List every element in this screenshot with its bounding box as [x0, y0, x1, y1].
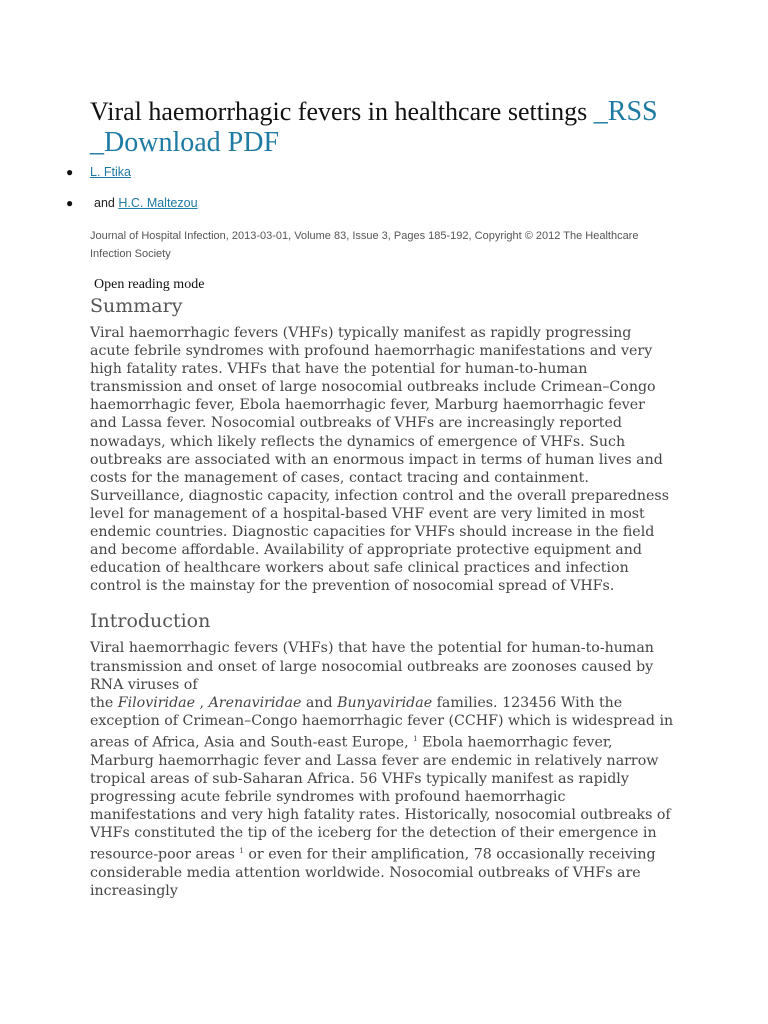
family-name: Bunyaviridae — [337, 694, 433, 711]
intro-part: and — [301, 694, 338, 711]
intro-part: the — [90, 694, 118, 711]
family-name: Arenaviridae — [208, 694, 302, 711]
family-name: Filoviridae — [117, 694, 196, 711]
intro-part: families. 123456 With the exception of Crimean–Congo haemorrhagic fever (CCHF) which is widespread in areas of Africa, Asia and South-east Europe, — [90, 694, 674, 751]
author-link-ftika[interactable]: L. Ftika — [90, 165, 131, 179]
intro-part: , — [195, 694, 209, 711]
download-pdf-link[interactable]: _Download PDF — [90, 127, 280, 158]
introduction-heading: Introduction — [90, 610, 211, 633]
intro-part: or even for their amplification, 78 occasionally receiving considerable media attention worldwide. Nosocomial outbreaks of VHFs are increasingly — [90, 846, 656, 900]
intro-part: Viral haemorrhagic fevers (VHFs) that have the potential for human-to-human transmission and onset of large nosocomial outbreaks are zoonoses caused by RNA viruses of — [90, 640, 654, 693]
citation: Journal of Hospital Infection, 2013-03-01, Volume 83, Issue 3, Pages 185-192, Copyright © 2012 The Healthcare Infection Society — [90, 230, 639, 260]
bullet-icon: ● — [66, 196, 74, 210]
reference-marker[interactable]: 1 — [413, 734, 418, 743]
introduction-text — [90, 639, 675, 900]
reference-marker[interactable]: 1 — [239, 847, 244, 856]
author-list — [0, 164, 600, 226]
article-title-text: Viral haemorrhagic fevers in healthcare settings — [90, 97, 588, 126]
rss-link[interactable]: _RSS — [593, 96, 658, 127]
summary-heading: Summary — [90, 295, 183, 317]
summary-text: Viral haemorrhagic fevers (VHFs) typically manifest as rapidly progressing acute febrile syndromes with profound haemorrhagic manifestations and very high fatality rates. VHFs that have the potential for human-to-human transmission and onset of large nosocomial outbreaks include Crimean–Congo haemorrhagic fever, Ebola haemorrhagic fever, Marburg haemorrhagic fever and Lassa fever. Nosocomial outbreaks of VHFs are increasingly reported nowadays, which likely reflects the dynamics of emergence of VHFs. Such outbreaks are associated with an enormous impact in terms of human lives and costs for the management of cases, contact tracing and containment. Surveillance, diagnostic capacity, infection control and the overall preparedness level for management of a hospital-based VHF event are very limited in most endemic countries. Diagnostic capacities for VHFs should increase in the field and become affordable. Availability of appropriate protective equipment and education of healthcare workers about safe clinical practices and infection control is the mainstay for the prevention of nosocomial spread of VHFs. — [90, 325, 669, 595]
author-link-maltezou[interactable]: H.C. Maltezou — [118, 196, 198, 210]
bullet-icon: ● — [66, 165, 74, 179]
author-prefix: and — [94, 196, 119, 210]
intro-part: Ebola haemorrhagic fever, Marburg haemorrhagic fever and Lassa fever are endemic in relatively narrow tropical areas of sub-Saharan Africa. 56 VHFs typically manifest as rapidly progressing acute febrile syndromes with profound haemorrhagic manifestations and very high fatality rates. Historically, nosocomial outbreaks of VHFs constituted the tip of the iceberg for the detection of their emergence in resource-poor areas — [90, 734, 671, 863]
author-item — [0, 195, 600, 226]
article-page — [66, 96, 680, 900]
author-item — [0, 164, 600, 195]
open-reading-mode-button[interactable]: Open reading mode — [94, 277, 205, 292]
article-title — [90, 96, 680, 158]
